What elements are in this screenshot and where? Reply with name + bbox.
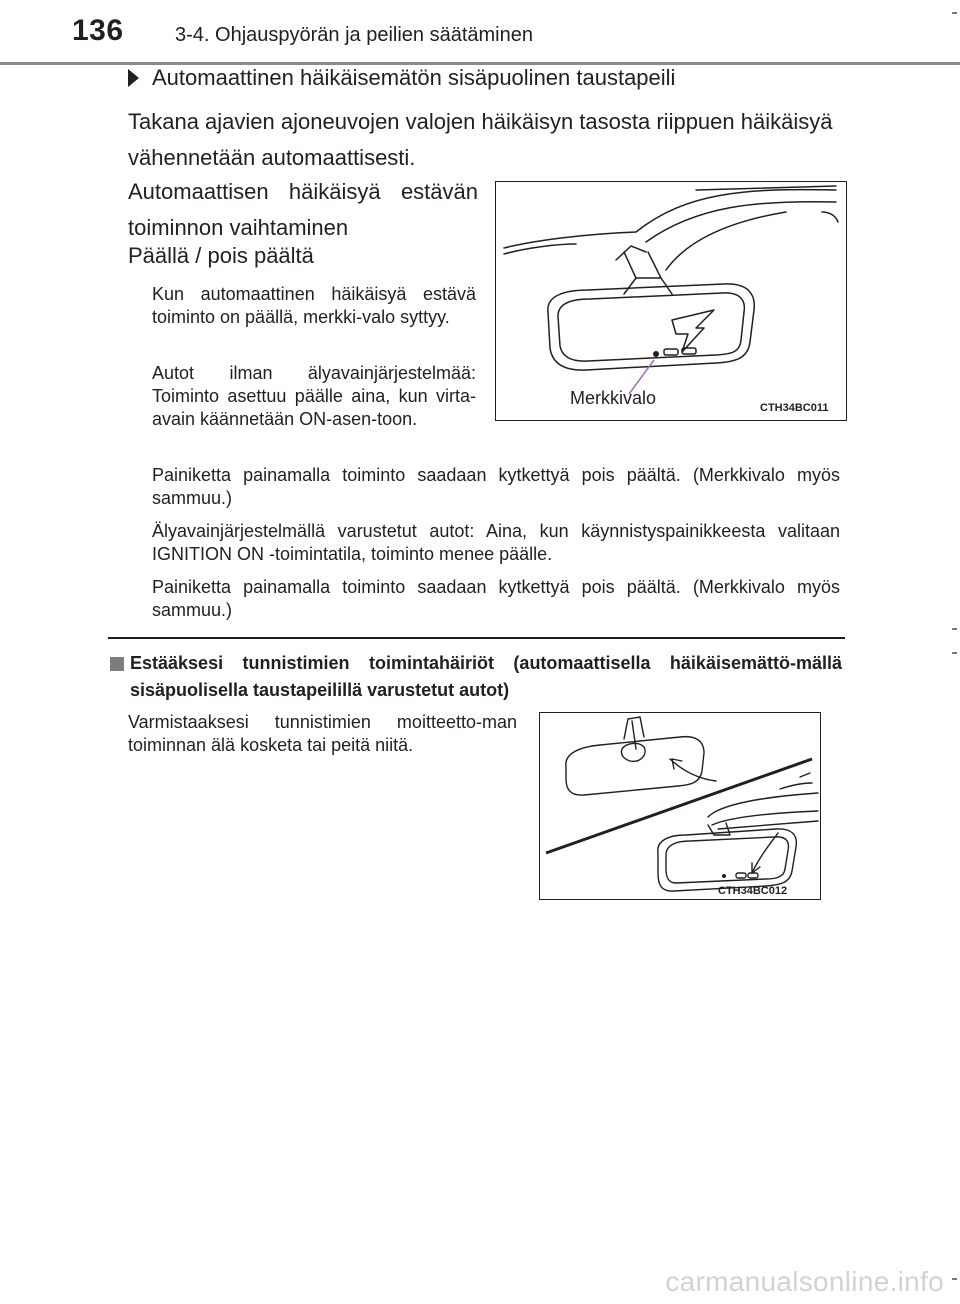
section-divider [108, 637, 845, 639]
square-bullet-icon [110, 657, 124, 671]
triangle-bullet-icon [128, 69, 139, 87]
no-smart-key-paragraph: Autot ilman älyavainjärjestelmää: Toiminto asettuu päälle aina, kun virta-avain käännetään ON-asen-toon. [152, 363, 476, 429]
note-paragraph: Varmistaaksesi tunnistimien moitteetto-man toiminnan älä kosketa tai peitä niitä. [128, 712, 517, 755]
figure-code: CTH34BC012 [718, 885, 788, 897]
indicator-paragraph: Kun automaattinen häikäisyä estävä toiminto on päällä, merkki-valo syttyy. [152, 284, 476, 327]
edge-mark [952, 12, 957, 14]
press-button-paragraph: Painiketta painamalla toiminto saadaan kytkettyä pois päältä. (Merkkivalo myös sammuu.) [152, 465, 840, 508]
section-title: 3-4. Ohjauspyörän ja peilien säätäminen [175, 24, 533, 46]
intro-paragraph: Takana ajavien ajoneuvojen valojen häikäisyn tasosta riippuen häikäisyä vähennetään automaattisesti. [128, 109, 833, 170]
press-button-paragraph: Painiketta painamalla toiminto saadaan kytkettyä pois päältä. (Merkkivalo myös sammuu.) [152, 577, 840, 620]
subheading: Automaattinen häikäisemätön sisäpuolinen taustapeili [152, 65, 676, 90]
page-number: 136 [72, 14, 124, 47]
edge-mark [952, 1278, 957, 1280]
edge-mark [952, 652, 957, 654]
watermark: carmanualsonline.info [665, 1266, 944, 1297]
indicator-label: Merkkivalo [570, 388, 657, 408]
figure-mirror-sensors [539, 712, 821, 900]
sensors-illustration [540, 713, 820, 899]
figure-mirror-indicator [495, 181, 847, 421]
smart-key-paragraph: Älyavainjärjestelmällä varustetut autot: Aina, kun käynnistyspainikkeesta valitaan IGNITION ON -toimintatila, toiminto menee päälle. [152, 521, 840, 564]
note-heading: Estääksesi tunnistimien toimintahäiriöt (automaattisella häikäisemättö-mällä sisäpuolisella taustapeilillä varustetut autot) [130, 653, 842, 700]
figure-code: CTH34BC011 [760, 402, 829, 414]
on-off-label: Päällä / pois päältä [128, 243, 314, 268]
mirror-illustration [496, 182, 846, 420]
edge-mark [952, 628, 957, 630]
switch-heading: Automaattisen häikäisyä estävän toiminnon vaihtaminen [128, 179, 478, 240]
